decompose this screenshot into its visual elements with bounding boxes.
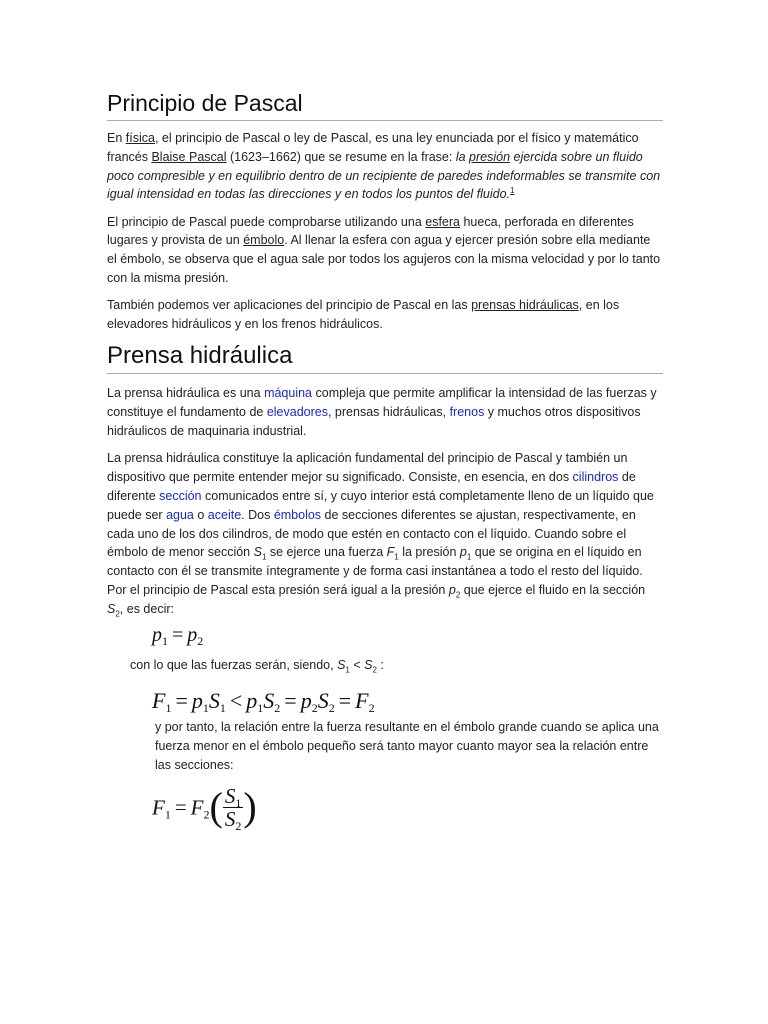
math-sub: 1	[257, 701, 264, 715]
math-op: =	[175, 688, 188, 713]
section-title-pascal: Principio de Pascal	[107, 90, 663, 121]
text: que ejerce el fluido en la sección	[460, 582, 646, 597]
text: o	[193, 507, 208, 522]
math-var: p	[246, 688, 258, 713]
link-cilindros[interactable]: cilindros	[572, 470, 619, 485]
text: También podemos ver aplicaciones del principio de Pascal en las	[107, 298, 472, 313]
math-sub: 2	[368, 701, 375, 715]
link-embolo[interactable]: émbolo	[243, 233, 285, 248]
link-aceite[interactable]: aceite	[207, 507, 242, 522]
subscript: 2	[115, 609, 120, 619]
math-sub: 1	[202, 701, 209, 715]
link-agua[interactable]: agua	[166, 507, 194, 522]
text: compleja que permite amplificar la intensidad de las fuerzas y constituye el fundamento de	[107, 386, 657, 420]
math-sub: 1	[164, 807, 171, 822]
numerator	[223, 785, 244, 808]
math-var: p	[191, 688, 203, 713]
section-title-prensa: Prensa hidráulica	[107, 342, 663, 374]
text: :	[376, 658, 384, 672]
subscript: 1	[394, 552, 399, 562]
article	[107, 90, 663, 627]
link-seccion[interactable]: sección	[159, 488, 202, 503]
text: La prensa hidráulica es una	[107, 386, 265, 401]
math-sub: 1	[219, 701, 226, 715]
math-var: p	[187, 624, 198, 646]
text: . Dos	[241, 507, 274, 522]
math-op: <	[229, 688, 243, 713]
text: se ejerce una fuerza	[266, 545, 387, 560]
var-s: S	[364, 658, 373, 672]
link-maquina[interactable]: máquina	[264, 386, 313, 401]
paragraph-intro	[107, 129, 663, 204]
link-frenos[interactable]: frenos	[449, 405, 485, 420]
text: , es decir:	[119, 601, 174, 616]
math-var: F	[190, 795, 204, 820]
math-var: S	[208, 688, 220, 713]
text: la presión	[398, 545, 460, 560]
link-esfera[interactable]: esfera	[425, 214, 460, 229]
text: con lo que las fuerzas serán, siendo,	[130, 658, 338, 672]
math-var: F	[152, 688, 166, 713]
math-sub: 2	[203, 807, 210, 822]
math-sub: 2	[274, 701, 281, 715]
paragraph-prensa-intro	[107, 384, 663, 440]
link-embolos[interactable]: émbolos	[273, 507, 322, 522]
text: <	[349, 658, 365, 672]
math-sub: 1	[235, 796, 242, 810]
text: de secciones diferentes se ajustan, respectivamente, en cada uno de los dos cilindros, de modo que estén en contacto con el líquido. Cuando sobre el émbolo de menor sección	[107, 507, 636, 560]
math-sub: 2	[328, 701, 335, 715]
math-var: F	[152, 795, 165, 820]
text: hueca, perforada en diferentes lugares y provista de un	[107, 214, 634, 248]
equation-pressure	[152, 624, 203, 647]
link-prensas-hidraulicas[interactable]: prensas hidráulicas	[471, 298, 579, 313]
subscript: 1	[345, 665, 350, 675]
fraction	[223, 784, 244, 833]
subscript: 1	[261, 552, 267, 562]
math-var: F	[355, 688, 369, 713]
quote-text: la	[455, 149, 470, 164]
var-s: S	[337, 658, 346, 672]
text: (1623–1662) que se resume en la frase:	[226, 149, 456, 164]
math-var: S	[317, 688, 329, 713]
math-sub: 2	[197, 634, 204, 648]
right-paren: )	[243, 784, 257, 829]
text: , en los elevadores hidráulicos y en los frenos hidráulicos.	[107, 298, 620, 332]
paragraph-esfera	[107, 213, 663, 288]
text: y muchos otros dispositivos hidráulicos de maquinaria industrial.	[107, 405, 641, 439]
text: La prensa hidráulica constituye la aplicación fundamental del principio de Pascal y también un dispositivo que permite entender mejor su significado. Consiste, en esencia, en dos	[107, 451, 628, 485]
var-p: p	[459, 545, 467, 560]
var-f: F	[386, 545, 395, 560]
math-var: p	[300, 688, 312, 713]
text: En	[107, 131, 126, 145]
math-op: =	[338, 688, 352, 713]
denominator	[223, 807, 244, 833]
text-condition	[130, 656, 384, 674]
var-s: S	[253, 545, 262, 560]
text: . Al llenar la esfera con agua y ejercer presión sobre ella mediante el émbolo, se observa que el agua sale por todos los agujeros con la misma velocidad y por lo tanto con la misma presión.	[107, 233, 661, 286]
math-var: S	[224, 807, 236, 831]
text: de diferente	[107, 470, 636, 503]
math-sub: 2	[235, 819, 242, 833]
equation-forces	[152, 688, 375, 714]
math-op: =	[172, 624, 184, 646]
subscript: 2	[455, 590, 461, 600]
text: , prensas hidráulicas,	[327, 405, 450, 420]
math-sub: 2	[311, 701, 318, 715]
footnote-link[interactable]: 1	[510, 186, 515, 196]
link-elevadores[interactable]: elevadores	[266, 405, 328, 420]
var-s: S	[107, 601, 116, 616]
text: comunicados entre sí, y cuyo interior está completamente lleno de un líquido que puede ser	[107, 488, 654, 522]
math-sub: 1	[162, 634, 168, 648]
link-blaise-pascal[interactable]: Blaise Pascal	[151, 149, 227, 164]
subscript: 2	[372, 665, 377, 675]
math-sub: 1	[165, 701, 172, 715]
math-var: S	[224, 784, 236, 808]
math-op: =	[284, 688, 297, 713]
equation-ratio	[152, 786, 257, 833]
text: , el principio de Pascal o ley de Pascal, es una ley enunciada por el físico y matemático francés	[107, 131, 639, 164]
link-fisica[interactable]: física	[125, 131, 155, 145]
quote-text: ejercida sobre un fluido poco compresible y en equilibrio dentro de un recipiente de paredes indeformables se transmite con igual intensidad en todas las direcciones y en todos los puntos del fluido.	[107, 149, 661, 202]
text: que se origina en el líquido en contacto con él se transmite íntegramente y de forma casi instantánea a todo el resto del líquido. Por el principio de Pascal esta presión será igual a la presión	[107, 545, 643, 597]
var-p: p	[448, 582, 456, 597]
math-op: =	[174, 795, 187, 820]
math-var: S	[263, 688, 275, 713]
math-var: p	[152, 624, 162, 646]
link-presion[interactable]: presión	[469, 149, 511, 164]
paragraph-aplicaciones	[107, 296, 663, 334]
left-paren: (	[209, 784, 223, 829]
text-ratio-explanation: y por tanto, la relación entre la fuerza resultante en el émbolo grande cuando se aplica una fuerza menor en el émbolo pequeño será tanto mayor cuanto mayor sea la relación entre las secciones:	[155, 720, 659, 772]
text: El principio de Pascal puede comprobarse utilizando una	[107, 214, 426, 229]
subscript: 1	[466, 552, 472, 562]
paragraph-prensa-detalle	[107, 449, 663, 618]
